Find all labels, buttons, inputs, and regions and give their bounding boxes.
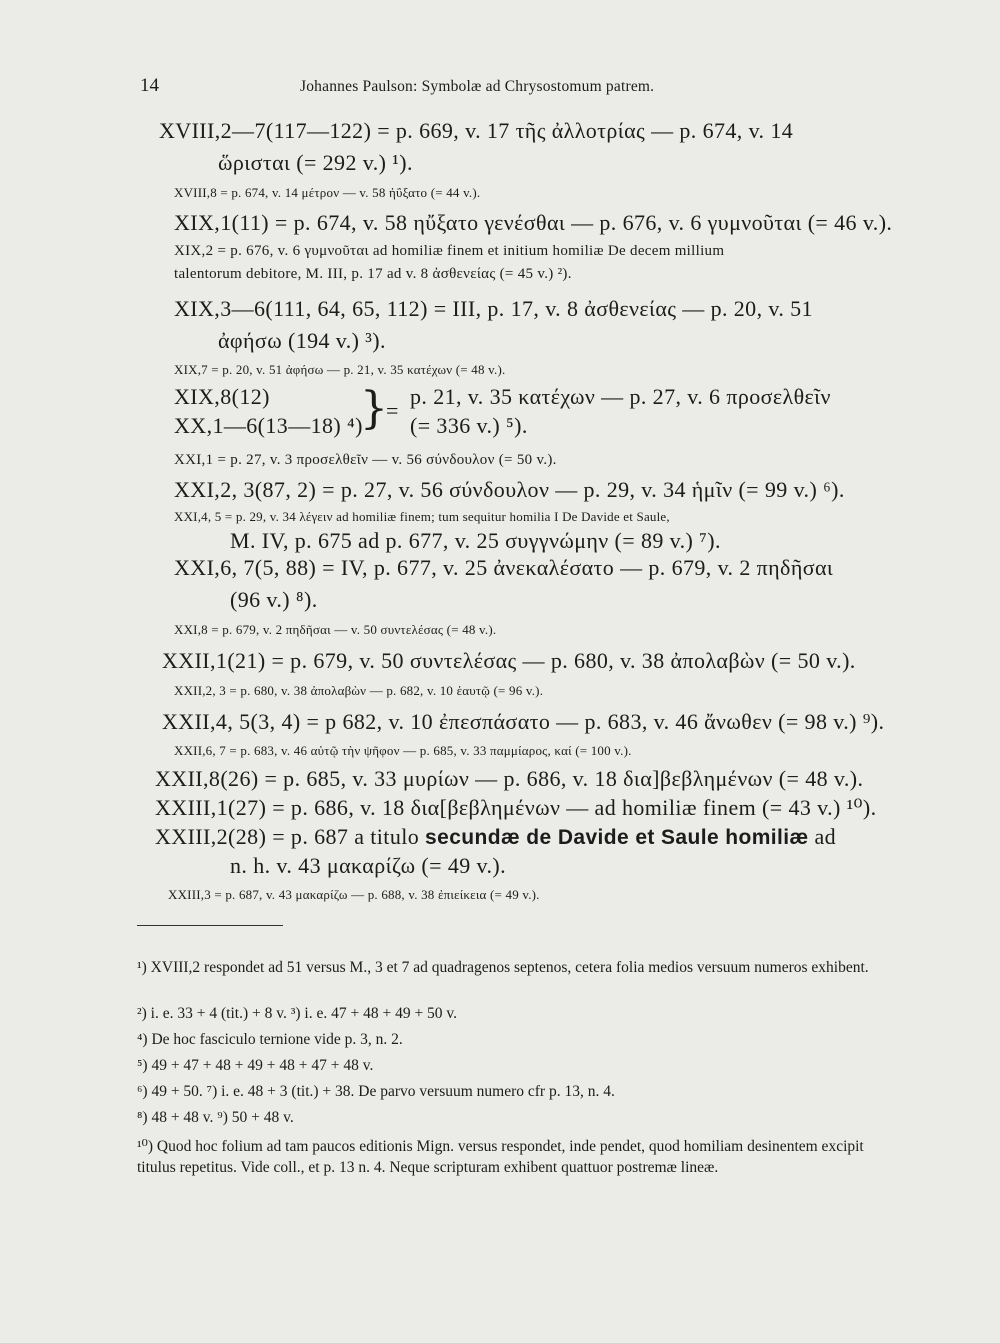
entry-line: XVIII,8 = p. 674, v. 14 μέτρον — v. 58 ἠΰξατο (= 44 v.). — [174, 185, 481, 200]
equals-sign: = — [386, 398, 399, 423]
entry-line: XXII,1(21) = p. 679, v. 50 συντελέσας — p. 680, v. 38 ἀπολαβὼν (= 50 v.). — [162, 648, 856, 673]
entry-line: XXIII,1(27) = p. 686, v. 18 δια[βεβλημένων — ad homiliæ finem (= 43 v.) ¹⁰). — [155, 795, 877, 820]
entry-line: XXI,4, 5 = p. 29, v. 34 λέγειν ad homiliæ finem; tum sequitur homilia I De Davide et Saule, — [174, 509, 670, 524]
entry-line: XXI,6, 7(5, 88) = IV, p. 677, v. 25 ἀνεκαλέσατο — p. 679, v. 2 πηδῆσαι — [174, 555, 834, 580]
entry-line: n. h. v. 43 μακαρίζω (= 49 v.). — [230, 853, 507, 878]
entry-line: M. IV, p. 675 ad p. 677, v. 25 συγγνώμην (= 89 v.) ⁷). — [230, 528, 721, 553]
entry-line: XIX,7 = p. 20, v. 51 ἀφήσω — p. 21, v. 35 κατέχων (= 48 v.). — [174, 362, 506, 377]
entry-line: XXI,1 = p. 27, v. 3 προσελθεῖν — v. 56 σύνδουλον (= 50 v.). — [174, 452, 557, 468]
footnote: ¹) XVIII,2 respondet ad 51 versus M., 3 et 7 ad quadragenos septenos, cetera folia medios versuum numeros exhibent. — [137, 959, 869, 976]
entry-line: XIX,8(12) — [174, 384, 270, 409]
entry-line: XXI,2, 3(87, 2) = p. 27, v. 56 σύνδουλον — p. 29, v. 34 ἡμῖν (= 99 v.) ⁶). — [174, 477, 845, 502]
entry-line — [155, 824, 836, 850]
entry-line: XXII,4, 5(3, 4) = p 682, v. 10 ἐπεσπάσατο — p. 683, v. 46 ἄνωθεν (= 98 v.) ⁹). — [162, 709, 885, 734]
footnote: ¹⁰) Quod hoc folium ad tam paucos editionis Mign. versus respondet, inde pendet, quod homiliam desinentem excipit titulus repetitus. Vide coll., et p. 13 n. 4. Neque scripturam exhibent quattuor postremæ lineæ. — [137, 1138, 864, 1176]
entry-text: XXIII,2(28) = p. 687 a titulo — [155, 824, 420, 849]
running-title: Johannes Paulson: Symbolæ ad Chrysostomum patrem. — [300, 78, 655, 95]
entry-line: XXII,6, 7 = p. 683, v. 46 αὐτῷ τὴν ψῆφον — p. 685, v. 33 παμμίαρος, καί (= 100 v.). — [174, 743, 632, 758]
entry-line: XX,1—6(13—18) ⁴) — [174, 413, 363, 438]
footnote-divider — [137, 925, 283, 926]
footnote: ⁶) 49 + 50. ⁷) i. e. 48 + 3 (tit.) + 38. De parvo versuum numero cfr p. 13, n. 4. — [137, 1083, 615, 1100]
entry-line: XVIII,2—7(117—122) = p. 669, v. 17 τῆς ἀλλοτρίας — p. 674, v. 14 — [159, 118, 794, 143]
footnote: ⁵) 49 + 47 + 48 + 49 + 48 + 47 + 48 v. — [137, 1057, 374, 1074]
entry-line: XXII,8(26) = p. 685, v. 33 μυρίων — p. 686, v. 18 δια]βεβλημένων (= 48 v.). — [155, 766, 864, 791]
entry-line: XIX,1(11) = p. 674, v. 58 ηὔξατο γενέσθαι — p. 676, v. 6 γυμνοῦται (= 46 v.). — [174, 210, 893, 235]
entry-bold-text: secundæ de Davide et Saule homiliæ — [425, 826, 809, 849]
entry-line: p. 21, v. 35 κατέχων — p. 27, v. 6 προσελθεῖν — [410, 384, 831, 409]
entry-line: XXIII,3 = p. 687, v. 43 μακαρίζω — p. 688, v. 38 ἐπιείκεια (= 49 v.). — [168, 887, 540, 902]
entry-line: ὥρισται (= 292 v.) ¹). — [218, 150, 413, 175]
brace-icon: } — [360, 383, 388, 434]
entry-line: XXII,2, 3 = p. 680, v. 38 ἀπολαβὼν — p. 682, v. 10 ἑαυτῷ (= 96 v.). — [174, 683, 544, 698]
entry-line: XIX,3—6(111, 64, 65, 112) = III, p. 17, v. 8 ἀσθενείας — p. 20, v. 51 — [174, 296, 813, 321]
footnote: ²) i. e. 33 + 4 (tit.) + 8 v. ³) i. e. 47 + 48 + 49 + 50 v. — [137, 1005, 458, 1022]
page-header — [0, 75, 1000, 101]
entry-text: ad — [814, 824, 837, 849]
entry-line: (96 v.) ⁸). — [230, 587, 318, 612]
page-number: 14 — [140, 75, 159, 96]
footnote: ⁴) De hoc fasciculo ternione vide p. 3, n. 2. — [137, 1031, 403, 1048]
entry-line: XIX,2 = p. 676, v. 6 γυμνοῦται ad homiliæ finem et initium homiliæ De decem millium — [174, 243, 725, 259]
entry-line: talentorum debitore, M. III, p. 17 ad v. 8 ἀσθενείας (= 45 v.) ²). — [174, 266, 572, 282]
entry-line: ἀφήσω (194 v.) ³). — [218, 328, 386, 353]
entry-line: (= 336 v.) ⁵). — [410, 413, 528, 438]
footnote: ⁸) 48 + 48 v. ⁹) 50 + 48 v. — [137, 1109, 294, 1126]
entry-line: XXI,8 = p. 679, v. 2 πηδῆσαι — v. 50 συντελέσας (= 48 v.). — [174, 622, 497, 637]
